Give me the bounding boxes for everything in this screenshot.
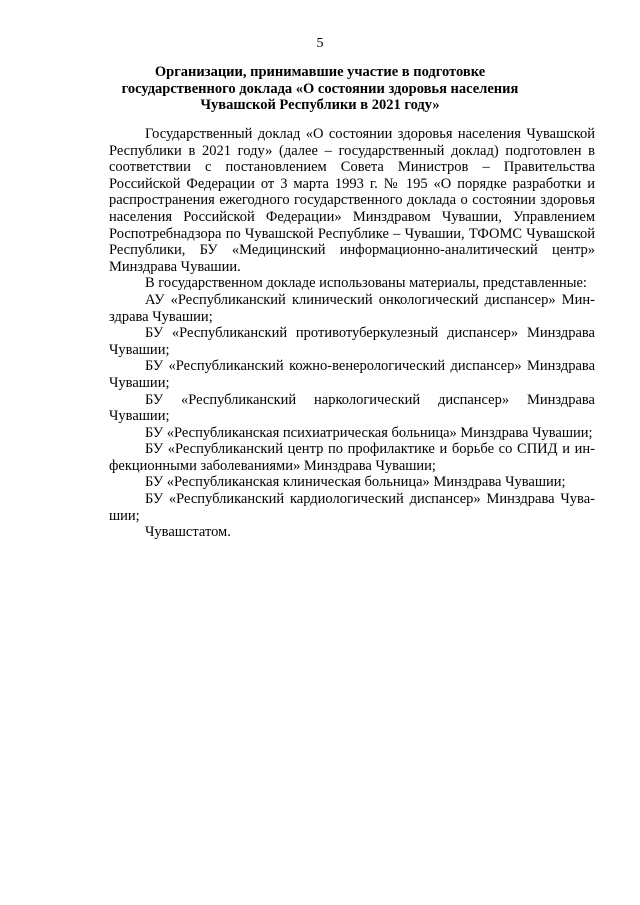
heading-line-1: Организации, принимавшие участие в подготовке [154,64,486,80]
heading-line-2: государственного доклада «О состоянии здоровья населения [121,80,519,97]
document-body [109,126,595,541]
paragraph-materials: В государственном докладе использованы материалы, представленные: [145,275,587,292]
heading-line-3: Чувашской Республики в 2021 году» [200,97,440,113]
page-number: 5 [316,36,324,51]
document-heading [100,64,540,114]
list-item: БУ «Республиканский наркологический диспансер» Минздрава Чувашии; [109,391,595,425]
list-item: Чувашстатом. [145,524,231,541]
list-item: БУ «Республиканский противотуберкулезный диспансер» Минздрава Чувашии; [109,325,595,358]
list-item: БУ «Республиканский кожно-венерологический диспансер» Минздрава Чувашии; [109,358,595,391]
list-item: АУ «Республиканский клинический онкологический диспансер» Минздрава Чувашии; [109,291,595,325]
paragraph-intro: Государственный доклад «О состоянии здоровья населения Чувашской Республики в 2021 году» (далее – государственный доклад) подготовлен в соответствии с постановлением Совета Министров – Правительства Российской Федерации от 3 марта 1993 г. № 195 «О порядке разработки и распространения ежегодного государственного доклада о состоянии здоровья населения Российской Федерации» Минздравом Чувашии, Управлением Роспотребнадзора по Чувашской Республике – Чувашии, ТФОМС Чувашской Республики, БУ «Медицинский информационно-аналитический центр» Минздрава Чувашии. [109,126,595,275]
list-item: БУ «Республиканская клиническая больница» Минздрава Чувашии; [145,474,566,491]
list-item: БУ «Республиканский центр по профилактике и борьбе со СПИД и инфекционными заболеваниями» Минздрава Чувашии; [109,441,595,474]
list-item: БУ «Республиканский кардиологический диспансер» Минздрава Чувашии; [109,491,595,524]
list-item: БУ «Республиканская психиатрическая больница» Минздрава Чувашии; [145,424,593,441]
